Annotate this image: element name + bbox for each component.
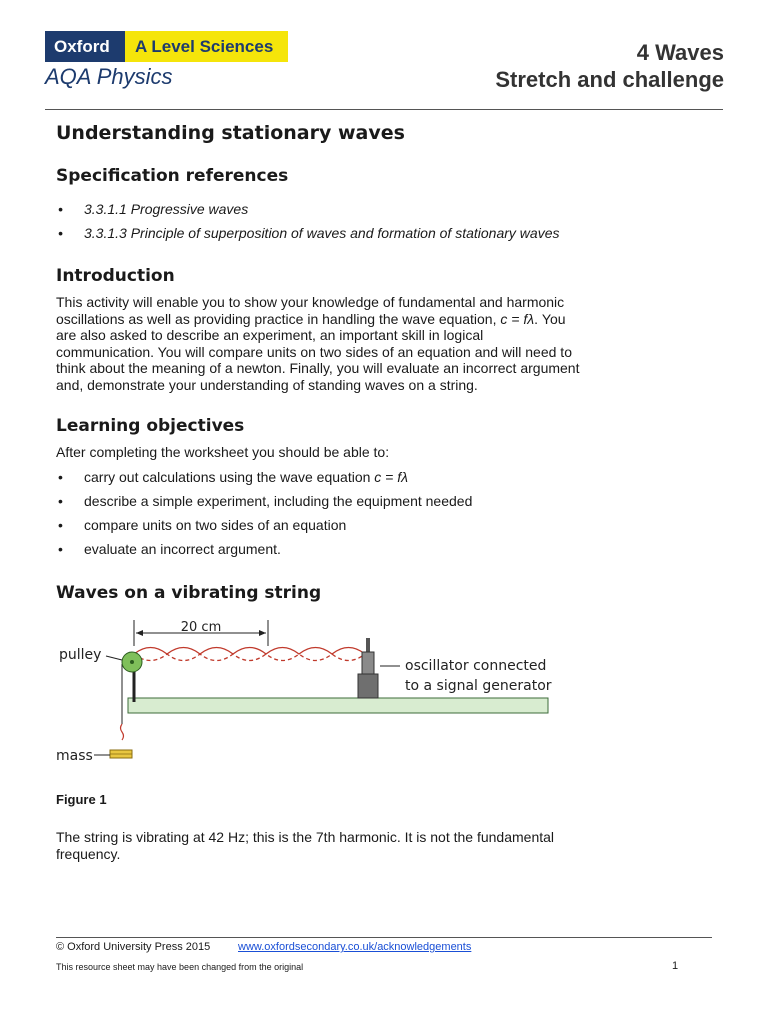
objectives-list bbox=[56, 468, 472, 564]
acknowledgements-link[interactable]: www.oxfordsecondary.co.uk/acknowledgements bbox=[238, 941, 472, 953]
spec-list bbox=[56, 200, 559, 248]
logo-oxford-text: Oxford bbox=[45, 31, 125, 62]
chapter-heading bbox=[495, 39, 724, 93]
spec-heading: Specification references bbox=[56, 166, 289, 186]
spec-item: • 3.3.1.1 Progressive waves bbox=[56, 200, 559, 224]
dimension-arrow-right bbox=[259, 630, 266, 636]
logo-series-text: A Level Sciences bbox=[125, 31, 288, 62]
page-number: 1 bbox=[672, 960, 679, 972]
objective-text: carry out calculations using the wave equation bbox=[84, 469, 371, 485]
objective-item bbox=[56, 468, 472, 492]
intro-line-text: oscillations as well as providing practice in handling the wave equation, bbox=[56, 310, 497, 327]
oxford-logo bbox=[45, 31, 288, 62]
oscillator-label-1: oscillator connected bbox=[405, 658, 547, 674]
chapter-line-2: Stretch and challenge bbox=[495, 67, 724, 92]
oscillator-top bbox=[362, 652, 374, 674]
intro-line-text: . You bbox=[534, 310, 566, 327]
intro-line: and, demonstrate your understanding of standing waves on a string. bbox=[56, 376, 478, 393]
wave-equation-inline: c = fλ bbox=[500, 310, 535, 327]
footer-note: This resource sheet may have been changed from the original bbox=[56, 962, 304, 972]
mass-label: mass bbox=[56, 748, 93, 764]
intro-paragraph bbox=[56, 294, 656, 393]
bench bbox=[128, 698, 548, 713]
pulley-label: pulley bbox=[59, 647, 102, 663]
intro-line bbox=[56, 311, 656, 328]
figure-text bbox=[56, 829, 656, 862]
length-label: 20 cm bbox=[180, 620, 222, 635]
spec-item: • 3.3.1.3 Principle of superposition of waves and formation of stationary waves bbox=[56, 224, 559, 248]
figure-text-line: The string is vibrating at 42 Hz; this is the 7th harmonic. It is not the fundamental bbox=[56, 829, 555, 845]
figure-text-line: frequency. bbox=[56, 845, 121, 862]
document-title: Understanding stationary waves bbox=[56, 122, 405, 144]
intro-line: think about the meaning of a newton. Finally, you will evaluate an incorrect argument bbox=[56, 360, 580, 376]
objective-item: • evaluate an incorrect argument. bbox=[56, 540, 472, 564]
chapter-line-1: 4 Waves bbox=[636, 40, 724, 65]
wave-envelope-upper bbox=[134, 648, 365, 655]
footer-copyright: © Oxford University Press 2015 bbox=[56, 941, 211, 953]
objective-item: • describe a simple experiment, including the equipment needed bbox=[56, 492, 472, 516]
figure-caption: Figure 1 bbox=[56, 792, 107, 807]
wave-equation: c = fλ bbox=[374, 469, 409, 485]
pulley-leader bbox=[106, 656, 122, 660]
objective-item: • compare units on two sides of an equation bbox=[56, 516, 472, 540]
oscillator-base bbox=[358, 674, 378, 698]
intro-line: This activity will enable you to show your knowledge of fundamental and harmonic bbox=[56, 294, 565, 310]
intro-line: communication. You will compare units on two sides of an equation and will need to bbox=[56, 343, 572, 360]
oscillator-label-2: to a signal generator bbox=[405, 678, 552, 694]
intro-line: are also asked to describe an experiment, an important skill in logical bbox=[56, 327, 484, 343]
objectives-lead: After completing the worksheet you should be able to: bbox=[56, 444, 390, 460]
objectives-heading: Learning objectives bbox=[56, 416, 245, 436]
intro-heading: Introduction bbox=[56, 266, 175, 286]
header-divider bbox=[45, 109, 723, 110]
footer-divider bbox=[56, 937, 712, 938]
dimension-arrow-left bbox=[136, 630, 143, 636]
subject-title: AQA Physics bbox=[45, 64, 173, 89]
mass-hook bbox=[121, 724, 124, 740]
figure-section-heading: Waves on a vibrating string bbox=[56, 583, 322, 603]
vibrating-string-diagram bbox=[50, 612, 570, 777]
oscillator-rod bbox=[366, 638, 370, 652]
wave-envelope-lower bbox=[134, 654, 365, 661]
pulley-axle bbox=[130, 660, 134, 664]
